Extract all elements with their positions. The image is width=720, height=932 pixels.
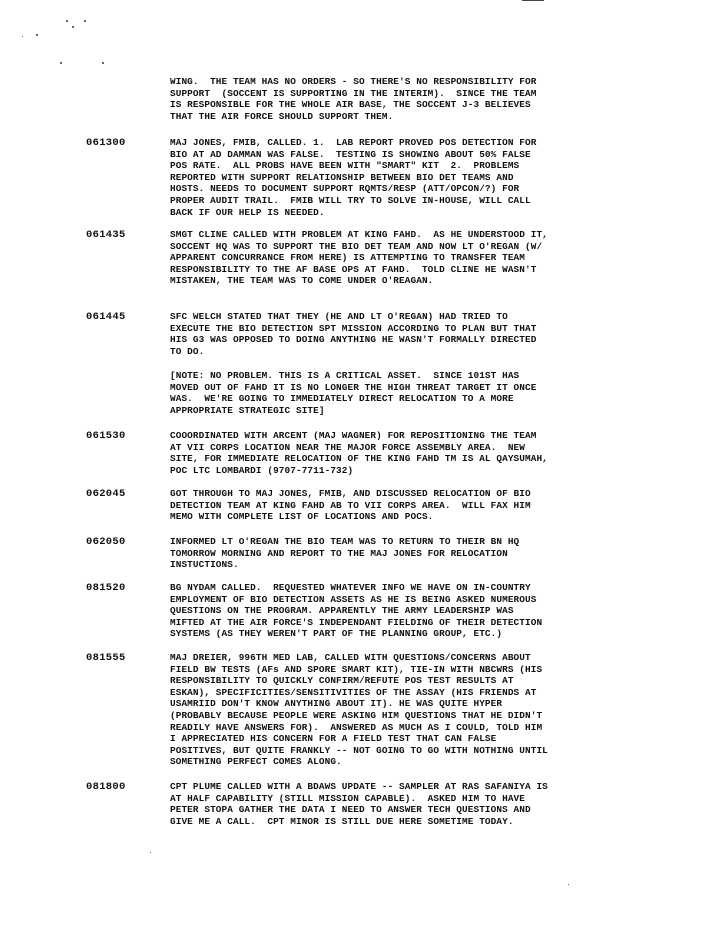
text-line: BIO AT AD DAMMAN WAS FALSE. TESTING IS SHOWING ABOUT 50% FALSE — [170, 148, 531, 160]
entry-time: 081555 — [86, 652, 126, 664]
text-line: HOSTS. NEEDS TO DOCUMENT SUPPORT RQMTS/RESP (ATT/OPCON/?) FOR — [170, 183, 520, 195]
note-block — [170, 370, 640, 416]
entry-time: 061300 — [86, 137, 126, 149]
text-line: MAJ JONES, FMIB, CALLED. 1. LAB REPORT PROVED POS DETECTION FOR — [170, 137, 537, 148]
text-line: SOMETHING PERFECT COMES ALONG. — [170, 756, 342, 768]
entry-body — [170, 430, 640, 476]
entry-body — [170, 536, 640, 571]
text-line: MISTAKEN, THE TEAM WAS TO COME UNDER O'REAGAN. — [170, 275, 434, 287]
text-line: PETER STOPA GATHER THE DATA I NEED TO ANSWER TECH QUESTIONS AND — [170, 804, 531, 816]
entry-body — [170, 137, 640, 218]
text-line: THAT THE AIR FORCE SHOULD SUPPORT THEM. — [170, 110, 394, 122]
text-line: SUPPORT (SOCCENT IS SUPPORTING IN THE INTERIM). SINCE THE TEAM — [170, 87, 537, 99]
entry-time: 081800 — [86, 781, 126, 793]
text-line: RESPONSIBILITY TO QUICKLY CONFIRM/REFUTE POS TEST RESULTS AT — [170, 675, 514, 687]
scan-speck — [84, 20, 86, 22]
text-line: MEMO WITH COMPLETE LIST OF LOCATIONS AND POCS. — [170, 511, 434, 523]
text-line: GOT THROUGH TO MAJ JONES, FMIB, AND DISCUSSED RELOCATION OF BIO — [170, 488, 531, 499]
text-line: INFORMED LT O'REGAN THE BIO TEAM WAS TO RETURN TO THEIR BN HQ — [170, 536, 520, 547]
scan-speck — [22, 36, 23, 37]
text-line: AT VII CORPS LOCATION NEAR THE MAJOR FORCE ASSEMBLY AREA. NEW — [170, 441, 526, 453]
entry-body — [170, 652, 640, 768]
text-line: MIFTED AT THE AIR FORCE'S INDEPENDANT FIELDING OF THEIR DETECTION — [170, 616, 543, 628]
text-line: MOVED OUT OF FAHD IT IS NO LONGER THE HIGH THREAT TARGET IT ONCE — [170, 381, 537, 393]
entry-time: 061530 — [86, 430, 126, 442]
text-line: TO DO. — [170, 345, 205, 357]
entry-time: 062050 — [86, 536, 126, 548]
text-line: SFC WELCH STATED THAT THEY (HE AND LT O'REGAN) HAD TRIED TO — [170, 311, 508, 322]
text-line: WAS. WE'RE GOING TO IMMEDIATELY DIRECT RELOCATION TO A MORE — [170, 393, 514, 405]
text-line: READILY HAVE ANSWERS FOR). ANSWERED AS MUCH AS I COULD, TOLD HIM — [170, 721, 543, 733]
scan-mark — [522, 0, 544, 1]
text-line: USAMRIID DON'T KNOW ANYTHING ABOUT IT). HE WAS QUITE HYPER — [170, 698, 503, 710]
text-line: INSTUCTIONS. — [170, 559, 239, 571]
text-line: PROPER AUDIT TRAIL. FMIB WILL TRY TO SOLVE IN-HOUSE, WILL CALL — [170, 194, 531, 206]
continued-paragraph — [170, 76, 640, 122]
text-line: SOCCENT HQ WAS TO SUPPORT THE BIO DET TEAM AND NOW LT O'REGAN (W/ — [170, 240, 543, 252]
text-line: IS RESPONSIBLE FOR THE WHOLE AIR BASE, THE SOCCENT J-3 BELIEVES — [170, 99, 531, 111]
text-line: APPARENT CONCURRANCE FROM HERE) IS ATTEMPTING TO TRANSFER TEAM — [170, 252, 526, 264]
text-line: ESKAN), SPECIFICITIES/SENSITIVITIES OF THE ASSAY (HIS FRIENDS AT — [170, 686, 537, 698]
text-line: SMGT CLINE CALLED WITH PROBLEM AT KING FAHD. AS HE UNDERSTOOD IT, — [170, 229, 548, 240]
entry-time: 081520 — [86, 582, 126, 594]
scan-speck — [36, 34, 38, 36]
text-line: BACK IF OUR HELP IS NEEDED. — [170, 206, 325, 218]
text-line: SITE, FOR IMMEDIATE RELOCATION OF THE KING FAHD TM IS AL QAYSUMAH, — [170, 453, 548, 465]
entry-time: 061445 — [86, 311, 126, 323]
text-line: EXECUTE THE BIO DETECTION SPT MISSION ACCORDING TO PLAN BUT THAT — [170, 322, 537, 334]
text-line: POC LTC LOMBARDI (9707-7711-732) — [170, 464, 354, 476]
entry-body — [170, 311, 640, 357]
entry-time: 062045 — [86, 488, 126, 500]
entry-body — [170, 781, 640, 827]
text-line: [NOTE: NO PROBLEM. THIS IS A CRITICAL ASSET. SINCE 101ST HAS — [170, 370, 520, 381]
text-line: RESPONSIBILITY TO THE AF BASE OPS AT FAHD. TOLD CLINE HE WASN'T — [170, 263, 537, 275]
entry-time: 061435 — [86, 229, 126, 241]
text-line: EMPLOYMENT OF BIO DETECTION ASSETS AS HE IS BEING ASKED NUMEROUS — [170, 593, 537, 605]
text-line: (PROBABLY BECAUSE PEOPLE WERE ASKING HIM QUESTIONS THAT HE DIDN'T — [170, 709, 543, 721]
text-line: AT HALF CAPABILITY (STILL MISSION CAPABLE). ASKED HIM TO HAVE — [170, 792, 526, 804]
text-line: WING. THE TEAM HAS NO ORDERS - SO THERE'S NO RESPONSIBILITY FOR — [170, 76, 537, 87]
text-line: APPROPRIATE STRATEGIC SITE] — [170, 404, 325, 416]
entry-body — [170, 582, 640, 640]
scan-speck — [102, 62, 104, 64]
scan-speck — [66, 20, 68, 22]
text-line: REPORTED WITH SUPPORT RELATIONSHIP BETWEEN BIO DET TEAMS AND — [170, 171, 514, 183]
text-line: SYSTEMS (AS THEY WEREN'T PART OF THE PLANNING GROUP, ETC.) — [170, 628, 503, 640]
text-line: POSITIVES, BUT QUITE FRANKLY -- NOT GOING TO GO WITH NOTHING UNTIL — [170, 744, 548, 756]
scan-speck — [568, 884, 569, 885]
text-line: I APPRECIATED HIS CONCERN FOR A FIELD TEST THAT CAN FALSE — [170, 733, 497, 745]
text-line: CPT PLUME CALLED WITH A BDAWS UPDATE -- SAMPLER AT RAS SAFANIYA IS — [170, 781, 548, 792]
text-line: MAJ DREIER, 996TH MED LAB, CALLED WITH QUESTIONS/CONCERNS ABOUT — [170, 652, 531, 663]
text-line: POS RATE. ALL PROBS HAVE BEEN WITH "SMART" KIT 2. PROBLEMS — [170, 160, 520, 172]
text-line: BG NYDAM CALLED. REQUESTED WHATEVER INFO WE HAVE ON IN-COUNTRY — [170, 582, 531, 593]
scan-speck — [72, 26, 74, 28]
text-line: COOORDINATED WITH ARCENT (MAJ WAGNER) FOR REPOSITIONING THE TEAM — [170, 430, 537, 441]
text-line: GIVE ME A CALL. CPT MINOR IS STILL DUE HERE SOMETIME TODAY. — [170, 815, 514, 827]
text-line: HIS G3 WAS OPPOSED TO DOING ANYTHING HE WASN'T FORMALLY DIRECTED — [170, 334, 537, 346]
text-line: TOMORROW MORNING AND REPORT TO THE MAJ JONES FOR RELOCATION — [170, 547, 508, 559]
text-line: QUESTIONS ON THE PROGRAM. APPARENTLY THE ARMY LEADERSHIP WAS — [170, 605, 514, 617]
text-line: FIELD BW TESTS (AFs AND SPORE SMART KIT), TIE-IN WITH NBCWRS (HIS — [170, 663, 543, 675]
entry-body — [170, 488, 640, 523]
scan-speck — [150, 852, 151, 853]
entry-body — [170, 229, 640, 287]
text-line: DETECTION TEAM AT KING FAHD AB TO VII CORPS AREA. WILL FAX HIM — [170, 499, 531, 511]
scan-speck — [60, 62, 62, 64]
